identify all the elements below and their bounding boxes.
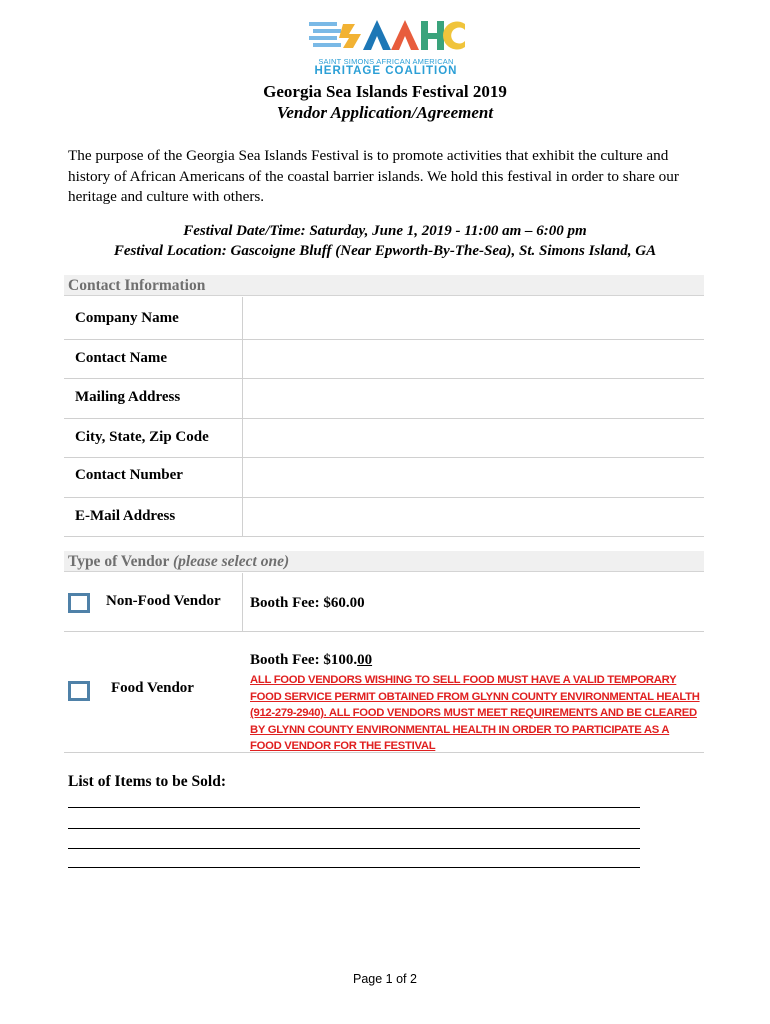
non-food-vendor-label: Non-Food Vendor (106, 593, 221, 609)
non-food-vendor-checkbox[interactable] (68, 593, 90, 613)
mailing-address-label: Mailing Address (75, 389, 181, 405)
contact-number-label: Contact Number (75, 467, 183, 483)
email-address-label: E-Mail Address (75, 508, 176, 524)
contact-name-row[interactable] (64, 340, 704, 379)
food-booth-fee-cents: 00 (357, 652, 373, 668)
contact-name-label: Contact Name (75, 350, 168, 366)
festival-location: Festival Location: Gascoigne Bluff (Near Epworth-By-The-Sea), St. Simons Island, GA (113, 243, 657, 259)
city-state-zip-label: City, State, Zip Code (75, 429, 209, 445)
mailing-address-row[interactable] (64, 379, 704, 419)
intro-paragraph: The purpose of the Georgia Sea Islands Festival is to promote activities that exhibit the culture and history of African Americans of the coastal barrier islands. We hold this festival in order to share our heritage and culture with others. (68, 147, 679, 205)
document-subtitle: Vendor Application/Agreement (276, 103, 494, 122)
items-line-2[interactable] (68, 827, 640, 829)
vendor-type-heading (64, 551, 704, 572)
company-name-label: Company Name (75, 310, 179, 326)
contact-number-row[interactable] (64, 458, 704, 498)
food-vendor-checkbox[interactable] (68, 681, 90, 701)
food-permit-warning: ALL FOOD VENDORS WISHING TO SELL FOOD MUST HAVE A VALID TEMPORARY FOOD SERVICE PERMIT OBTAINED FROM GLYNN COUNTY ENVIRONMENTAL HEALTH (912-279-2940). ALL FOOD VENDORS MUST MEET REQUIREMENTS AND BE CLEARED BY GLYNN COUNTY ENVIRONMENTAL HEALTH IN ORDER TO PARTICIPATE AS A FOOD VENDOR FOR THE FESTIVAL (250, 674, 700, 752)
ssaahc-logo (305, 16, 467, 80)
city-state-zip-row[interactable] (64, 419, 704, 458)
vendor-type-heading-text: Type of Vendor (68, 553, 173, 570)
festival-date-time: Festival Date/Time: Saturday, June 1, 2019 - 11:00 am – 6:00 pm (183, 223, 587, 239)
food-booth-fee (250, 652, 372, 669)
non-food-booth-fee: Booth Fee: $60.00 (250, 595, 365, 611)
logo-line-2: HERITAGE COALITION (314, 65, 458, 77)
items-to-sell-heading: List of Items to be Sold: (68, 773, 227, 790)
items-line-1[interactable] (68, 806, 640, 808)
contact-info-heading (64, 275, 704, 296)
logo-line-1: SAINT SIMONS AFRICAN AMERICAN (318, 57, 454, 66)
document-title: Georgia Sea Islands Festival 2019 (263, 82, 507, 101)
company-name-row[interactable] (64, 297, 704, 340)
contact-info-heading-text: Contact Information (68, 277, 206, 294)
vendor-type-hint: (please select one) (172, 553, 290, 570)
food-vendor-label: Food Vendor (111, 680, 194, 696)
page-number: Page 1 of 2 (353, 972, 417, 986)
logo-graphic (305, 16, 467, 56)
food-booth-fee-prefix: Booth Fee: $100. (250, 652, 358, 668)
email-address-row[interactable] (64, 498, 704, 537)
items-line-3[interactable] (68, 847, 640, 849)
items-line-4[interactable] (68, 866, 640, 868)
